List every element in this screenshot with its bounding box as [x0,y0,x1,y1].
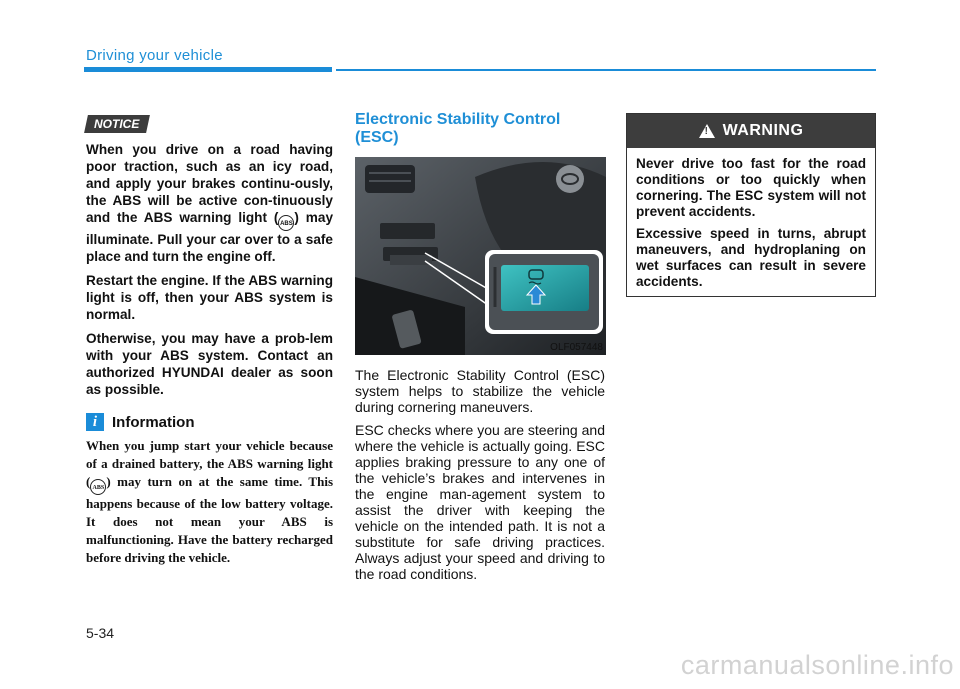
warning-title: WARNING [722,122,804,139]
header-rule-thin [336,69,876,71]
information-icon: i [86,413,104,431]
notice-badge-label: NOTICE [94,117,140,131]
section-title: Driving your vehicle [86,47,223,64]
warning-paragraph: Excessive speed in turns, abrupt maneuvers, and hydroplaning on wet surfaces can result in severe accidents. [636,226,866,289]
esc-body [355,367,605,589]
page-number: 5-34 [86,625,115,641]
information-text-part: When you jump start your vehicle because of a drained battery, the ABS warning light ( [86,438,333,489]
notice-badge [84,115,150,133]
notice-paragraph [86,141,333,265]
esc-paragraph: The Electronic Stability Control (ESC) system helps to stabilize the vehicle during cornering maneuvers. [355,367,605,415]
information-text-part: ) may turn on at the same time. This happens because of the low battery voltage. It does not mean your ABS is malfunctioning. Have the battery recharged before driving the vehicle. [86,474,333,565]
notice-text: When you drive on a road having poor traction, such as an icy road, and apply your brakes continu-ously, the ABS will be active con-tinuously and the ABS warning light ( [86,142,333,225]
warning-body [627,148,875,290]
abs-warning-icon: ABS [278,215,294,231]
information-label: Information [112,413,195,431]
warning-header [627,114,875,148]
dashboard-illustration [355,157,606,355]
notice-paragraph: Restart the engine. If the ABS warning light is off, then your ABS system is normal. [86,273,333,322]
esc-dashboard-photo [355,157,606,355]
watermark: carmanualsonline.info [680,650,954,680]
esc-paragraph: ESC checks where you are steering and where the vehicle is actually going. ESC applies braking pressure to any one of the vehicle’s brakes and intervenes in the engine man-agement system to assist the driver with keeping the vehicle on the intended path. It is not a substitute for safe driving practices. Always adjust your speed and driving to the road conditions. [355,422,605,582]
header-rule-thick [84,67,332,72]
warning-triangle-icon [699,124,715,138]
photo-code: OLF057448 [550,342,603,353]
information-text [86,437,333,567]
esc-title: Electronic Stability Control (ESC) [355,111,561,146]
abs-warning-icon: ABS [90,479,106,495]
warning-paragraph: Never drive too fast for the road conditions or too quickly when cornering. The ESC system will not prevent accidents. [636,156,866,219]
information-heading [86,412,195,432]
notice-paragraph: Otherwise, you may have a prob-lem with your ABS system. Contact an authorized HYUNDAI dealer as soon as possible. [86,331,333,397]
warning-box [626,113,876,297]
notice-body [86,141,333,405]
notice-text: ) may illuminate. Pull your car over to a safe place and turn the engine off. [86,210,334,264]
